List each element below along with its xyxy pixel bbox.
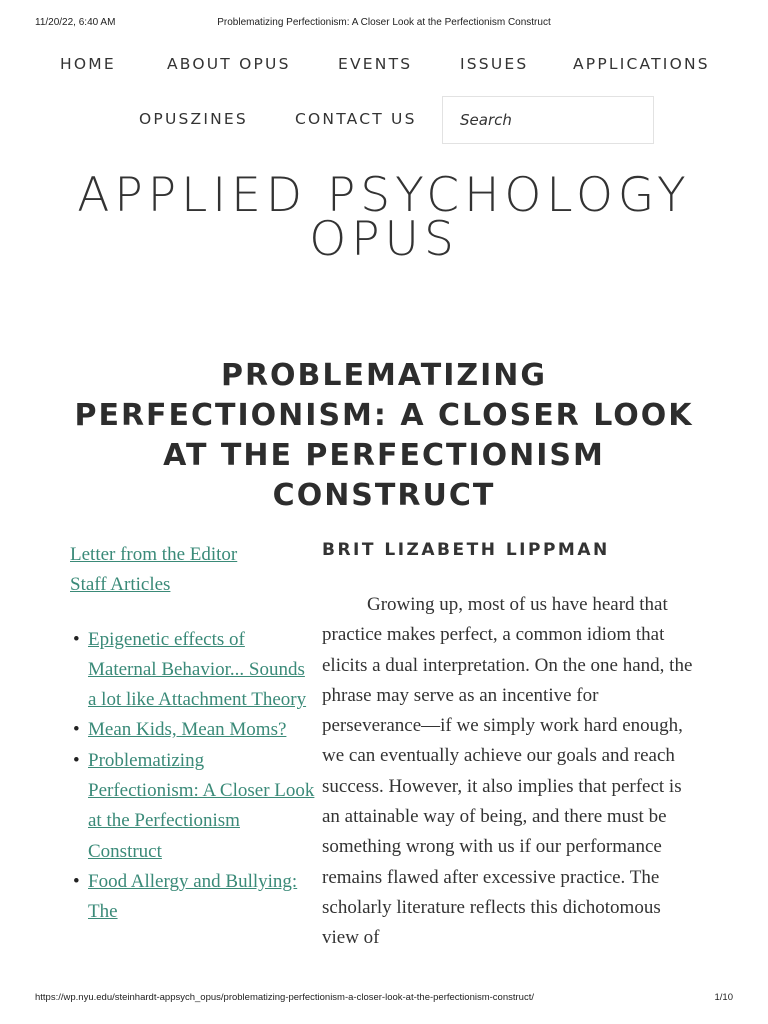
nav-applications[interactable]: APPLICATIONS (573, 55, 710, 73)
print-datetime: 11/20/22, 6:40 AM (35, 17, 116, 28)
sidebar (70, 540, 315, 928)
list-item (88, 625, 315, 716)
print-doc-title: Problematizing Perfectionism: A Closer Look at the Perfectionism Construct (217, 17, 551, 28)
search-input[interactable] (443, 97, 653, 143)
sidebar-top-links (70, 540, 315, 601)
article-body: Growing up, most of us have heard that practice makes perfect, a common idiom that elicits a dual interpretation. On the one hand, the phrase may serve as an incentive for perseverance—if we simply work hard enough, we can eventually achieve our goals and reach success. However, it also implies that perfect is an attainable way of being, and there must be something wrong with us if our performance remains flawed after excessive practice. The scholarly literature reflects this dichotomous view of (322, 594, 693, 949)
nav-contact-us[interactable]: CONTACT US (295, 110, 417, 128)
print-header (35, 17, 733, 31)
nav-about-opus[interactable]: ABOUT OPUS (167, 55, 291, 73)
nav-opuszines[interactable]: OPUSZINES (139, 110, 248, 128)
article-title: PROBLEMATIZING PERFECTIONISM: A CLOSER LOOK AT THE PERFECTIONISM CONSTRUCT (74, 358, 694, 513)
search-box (442, 96, 654, 144)
list-item (88, 746, 315, 867)
print-page-number: 1/10 (714, 992, 733, 1003)
site-title[interactable]: APPLIED PSYCHOLOGY OPUS (77, 168, 691, 267)
author-name: BRIT LIZABETH LIPPMAN (322, 540, 610, 560)
print-footer (35, 992, 733, 1006)
article-link-epigenetic[interactable]: Epigenetic effects of Maternal Behavior... Sounds a lot like Attachment Theory (88, 628, 307, 711)
article-list (70, 625, 315, 928)
article-link-mean-kids[interactable]: Mean Kids, Mean Moms? (88, 719, 287, 741)
list-item (88, 867, 315, 928)
article-link-food-allergy[interactable]: Food Allergy and Bullying: The (88, 870, 298, 923)
list-item (88, 715, 315, 745)
letter-from-editor-link[interactable]: Letter from the Editor (70, 544, 238, 565)
nav-issues[interactable]: ISSUES (460, 55, 529, 73)
print-url: https://wp.nyu.edu/steinhardt-appsych_opus/problematizing-perfectionism-a-closer-look-at-the-perfectionism-construct/ (35, 992, 534, 1003)
nav-events[interactable]: EVENTS (338, 55, 413, 73)
nav-home[interactable]: HOME (60, 55, 116, 73)
staff-articles-link[interactable]: Staff Articles (70, 574, 171, 596)
article-link-perfectionism[interactable]: Problematizing Perfectionism: A Closer Look at the Perfectionism Construct (88, 749, 315, 862)
